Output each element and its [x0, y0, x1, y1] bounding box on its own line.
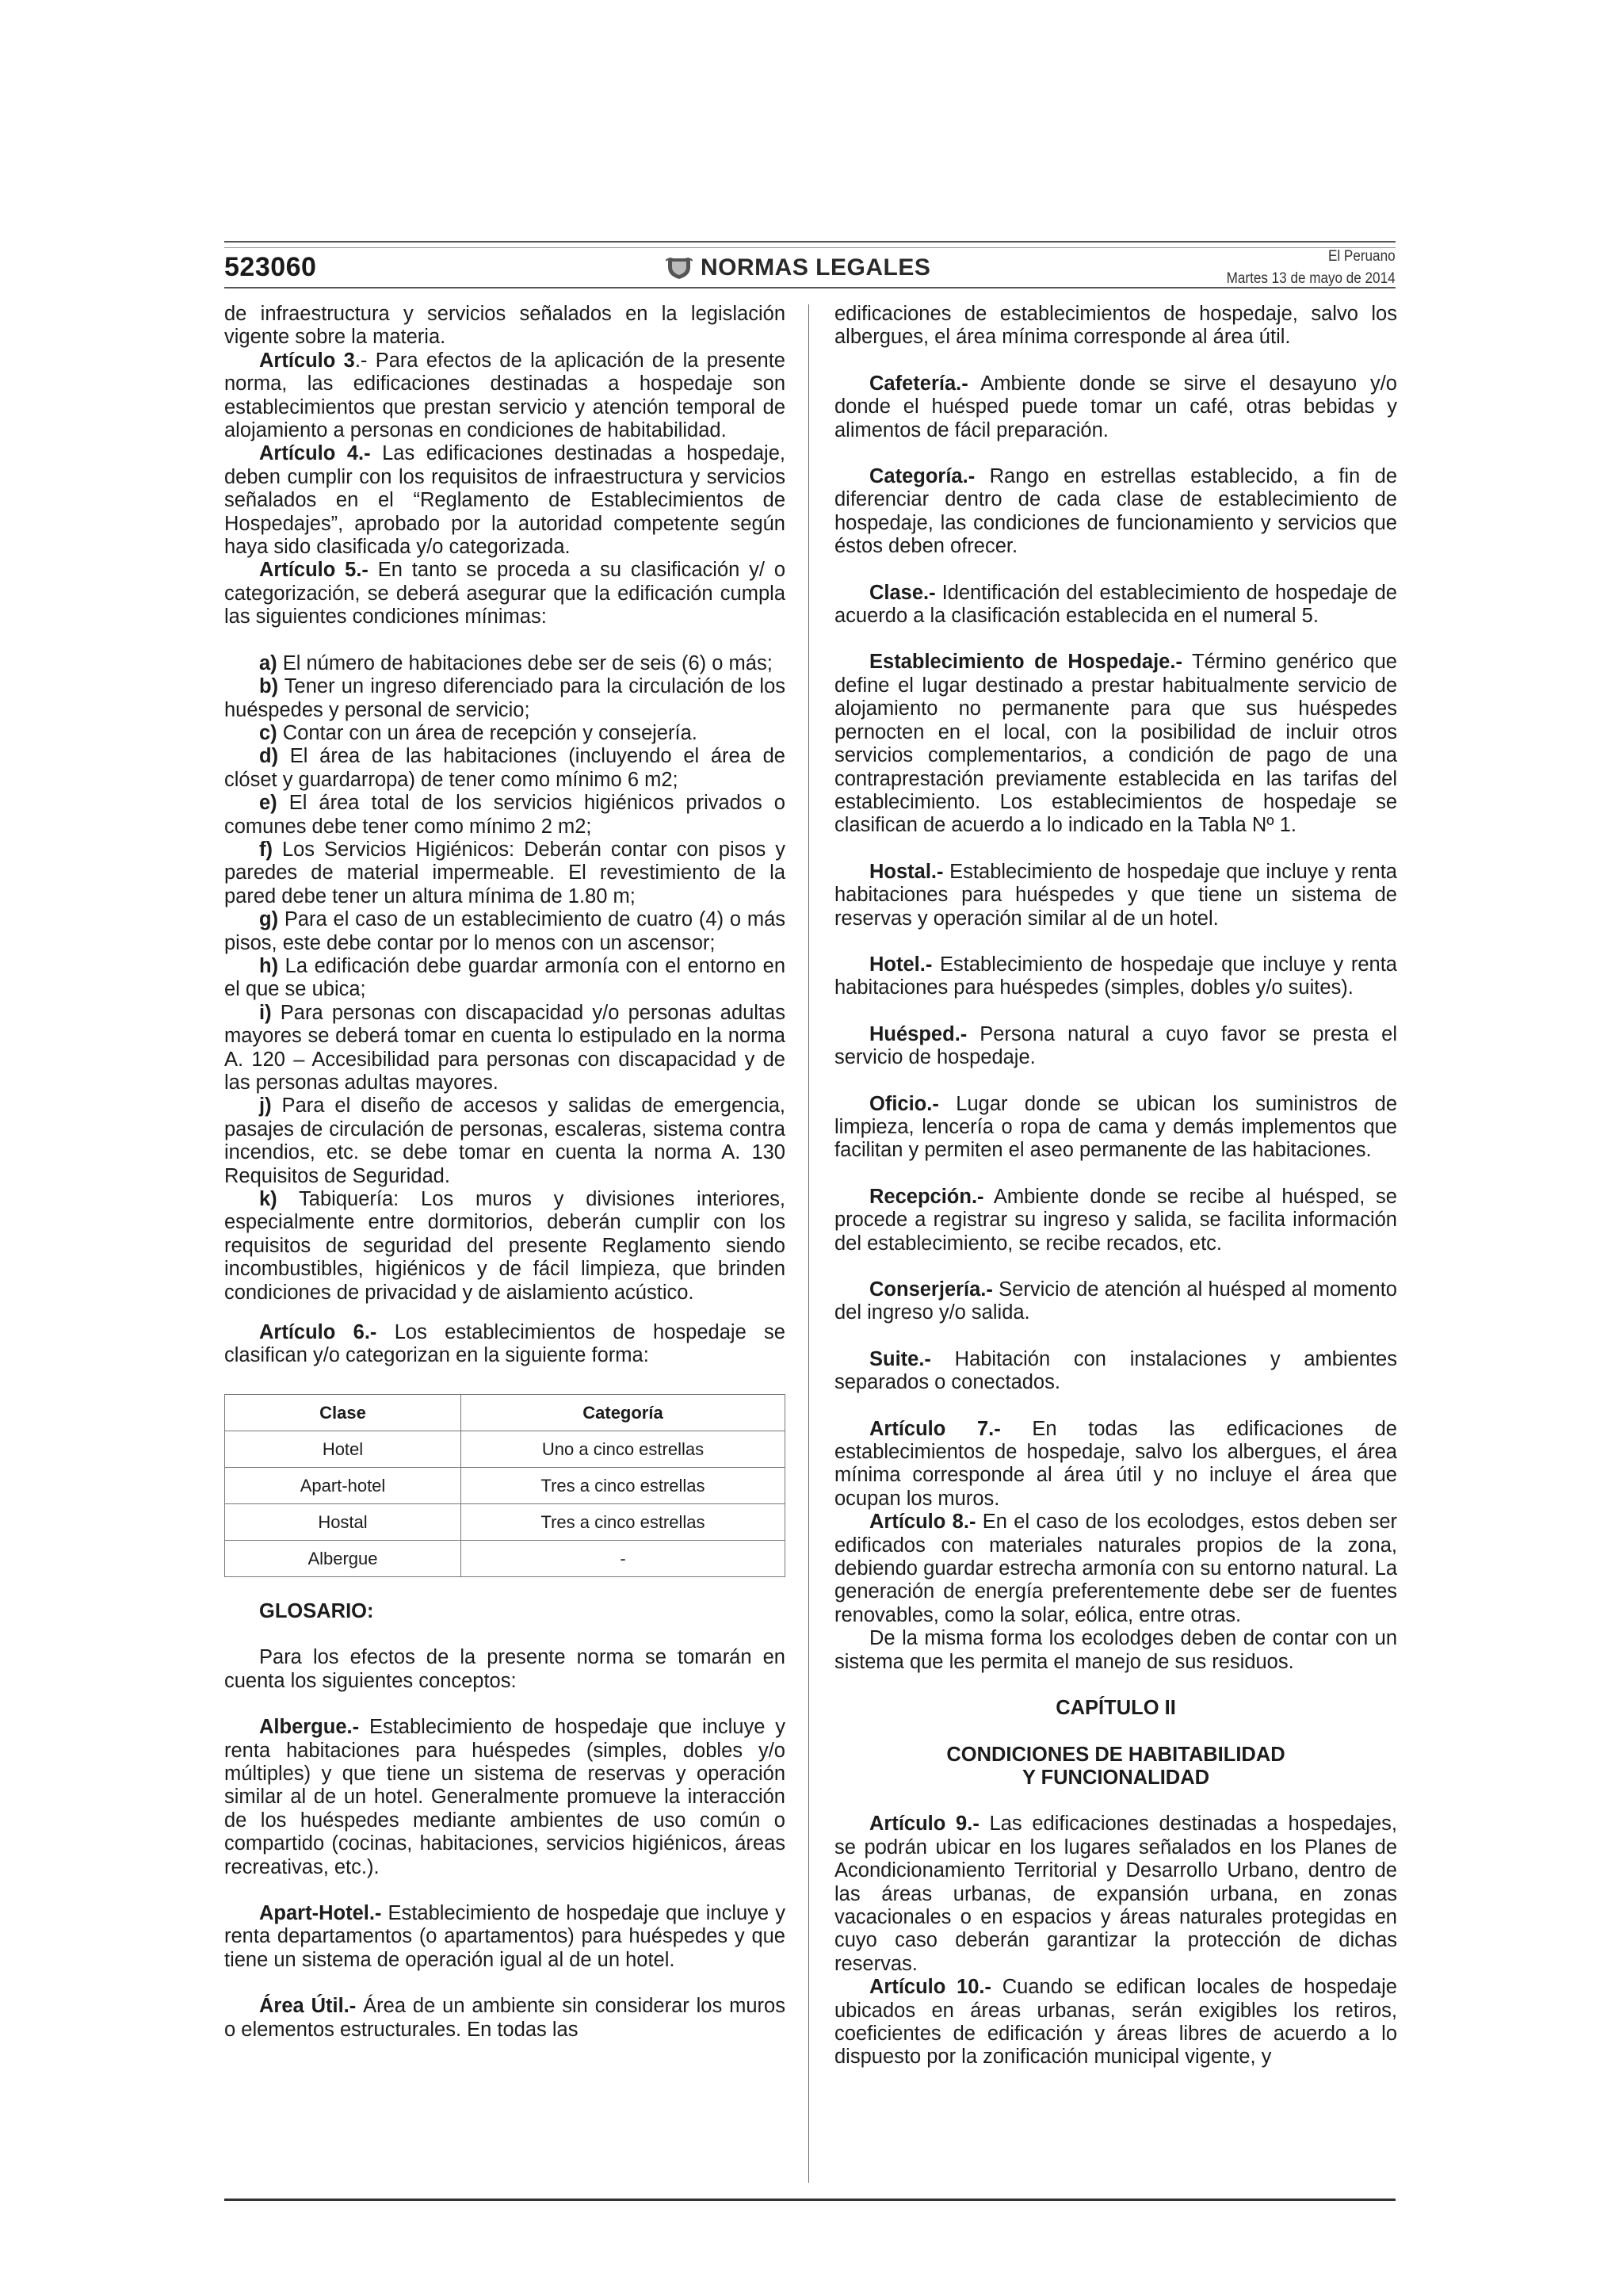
header-top-rule	[224, 241, 1396, 243]
list-item: d) El área de las habitaciones (incluyendo el área de clóset y guardarropa) de tener como mínimo 6 m2;	[224, 745, 785, 791]
list-item: a) El número de habitaciones debe ser de seis (6) o más;	[259, 651, 773, 674]
spacer	[834, 930, 1397, 953]
spacer	[834, 1325, 1397, 1348]
table-header: Categoría	[461, 1394, 785, 1431]
definition-suite: Suite.- Habitación con instalaciones y ambientes separados o conectados.	[834, 1347, 1397, 1394]
spacer	[834, 1163, 1397, 1186]
table-header-row	[225, 1394, 785, 1431]
paragraph: de infraestructura y servicios señalados en la legislación vigente sobre la materia.	[224, 303, 785, 349]
article-3: Artículo 3.- Para efectos de la aplicación de la presente norma, las edificaciones destinadas a hospedaje son establecimientos que prestan servicio y atención temporal de alojamiento a personas en condiciones de habitabilidad.	[224, 349, 785, 442]
column-divider	[808, 304, 809, 2183]
spacer	[834, 1790, 1397, 1813]
list-item: k) Tabiquería: Los muros y divisiones interiores, especialmente entre dormitorios, deberán cumplir con los requisitos de seguridad del presente Reglamento siendo incombustibles, higiénicos y de fácil limpieza, que brinden condiciones de privacidad y de aislamiento acústico.	[224, 1188, 785, 1304]
definition-area-util: Área Útil.- Área de un ambiente sin considerar los muros o elementos estructurales. En todas las	[224, 1995, 785, 2041]
table-cell: Tres a cinco estrellas	[461, 1503, 785, 1540]
footer-rule	[224, 2199, 1396, 2201]
article-9: Artículo 9.- Las edificaciones destinadas a hospedajes, se podrán ubicar en los lugares señalados en los Planes de Acondicionamiento Territorial y Desarrollo Urbano, dentro de las áreas urbanas, de expansión urbana, en zonas vacacionales o en espacios y áreas naturales protegidas en cuyo caso deberán garantizar la protección de dichas reservas.	[834, 1813, 1397, 1975]
definition-conserjeria: Conserjería.- Servicio de atención al huésped al momento del ingreso y/o salida.	[834, 1278, 1397, 1324]
table-cell: Hotel	[225, 1431, 461, 1467]
spacer	[224, 1623, 785, 1646]
table-row	[225, 1540, 785, 1576]
classification-table	[224, 1394, 785, 1577]
table-row	[225, 1467, 785, 1503]
spacer	[224, 1305, 785, 1321]
spacer	[834, 559, 1397, 582]
table-cell: Albergue	[225, 1540, 461, 1576]
list-item: h) La edificación debe guardar armonía con el entorno en el que se ubica;	[224, 954, 785, 1001]
table-cell: Apart-hotel	[225, 1467, 461, 1503]
masthead	[666, 252, 967, 284]
publication-date: Martes 13 de mayo de 2014	[1227, 270, 1396, 287]
list-item: i) Para personas con discapacidad y/o personas adultas mayores se deberá tomar en cuenta lo estipulado en la norma A. 120 – Accesibilidad para personas con discapacidad y de las personas adultas mayores.	[224, 1001, 785, 1094]
spacer	[834, 1721, 1397, 1744]
list-item: b) Tener un ingreso diferenciado para la circulación de los huéspedes y personal de servicio;	[224, 675, 785, 721]
paragraph: edificaciones de establecimientos de hospedaje, salvo los albergues, el área mínima corresponde al área útil.	[834, 303, 1397, 349]
section-title: NORMAS LEGALES	[701, 254, 931, 281]
article-7: Artículo 7.- En todas las edificaciones de establecimientos de hospedaje, salvo los albergues, el área mínima corresponde al área útil y no incluye el área que ocupan los muros.	[834, 1417, 1397, 1510]
list-item: c) Contar con un área de recepción y consejería.	[259, 721, 697, 744]
table-row	[225, 1503, 785, 1540]
spacer	[224, 1972, 785, 1995]
table-cell: -	[461, 1540, 785, 1576]
chapter-title: CAPÍTULO II	[1056, 1697, 1176, 1720]
spacer	[834, 1070, 1397, 1093]
spacer	[834, 1000, 1397, 1023]
table-cell: Tres a cinco estrellas	[461, 1467, 785, 1503]
list-item: g) Para el caso de un establecimiento de cuatro (4) o más pisos, este debe contar por lo menos con un ascensor;	[224, 908, 785, 954]
definition-hostal: Hostal.- Establecimiento de hospedaje que incluye y renta habitaciones para huéspedes y que tiene un sistema de reservas y operación similar al de un hotel.	[834, 860, 1397, 930]
table-cell: Hostal	[225, 1503, 461, 1540]
spacer	[834, 1674, 1397, 1697]
spacer	[834, 628, 1397, 651]
list-item: e) El área total de los servicios higiénicos privados o comunes debe tener como mínimo 2 m2;	[224, 792, 785, 838]
page-number: 523060	[224, 252, 317, 282]
peru-shield-icon	[666, 256, 693, 280]
table-cell: Uno a cinco estrellas	[461, 1431, 785, 1467]
spacer	[224, 1693, 785, 1716]
spacer	[834, 1395, 1397, 1418]
definition-cafeteria: Cafetería.- Ambiente donde se sirve el desayuno y/o donde el huésped puede tomar un café, otras bebidas y alimentos de fácil preparación.	[834, 372, 1397, 441]
article-10: Artículo 10.- Cuando se edifican locales de hospedaje ubicados en áreas urbanas, serán exigibles los retiros, coeficientes de edificación y áreas libres de acuerdo a lo dispuesto por la zonificación municipal vigente, y	[834, 1976, 1397, 2069]
spacer	[834, 442, 1397, 465]
definition-albergue: Albergue.- Establecimiento de hospedaje que incluye y renta habitaciones para huéspedes (simples, dobles y/o múltiples) y que tiene un sistema de reservas y operación similar al de un hotel. Generalmente promueve la interacción de los huéspedes mediante ambientes de uso común o compartido (cocinas, habitaciones, servicios higiénicos, áreas recreativas, etc.).	[224, 1716, 785, 1878]
chapter-subtitle-2: Y FUNCIONALIDAD	[1022, 1766, 1210, 1789]
spacer	[224, 1879, 785, 1902]
header-top-rule-thin	[224, 247, 1396, 248]
list-item: j) Para el diseño de accesos y salidas de emergencia, pasajes de circulación de personas, escaleras, sistema contra incendios, etc. se debe tomar en cuenta la norma A. 130 Requisitos de Seguridad.	[224, 1095, 785, 1187]
spacer	[834, 1255, 1397, 1278]
left-column	[224, 303, 785, 2042]
definition-recepcion: Recepción.- Ambiente donde se recibe al huésped, se procede a registrar su ingreso y salida, se facilita información del establecimiento, se recibe recados, etc.	[834, 1185, 1397, 1255]
definition-categoria: Categoría.- Rango en estrellas establecido, a fin de diferenciar dentro de cada clase de establecimiento de hospedaje, las condiciones de funcionamiento y servicios que éstos deben ofrecer.	[834, 465, 1397, 558]
table-header: Clase	[225, 1394, 461, 1431]
table-row	[225, 1431, 785, 1467]
definition-clase: Clase.- Identificación del establecimiento de hospedaje de acuerdo a la clasificación establecida en el numeral 5.	[834, 581, 1397, 628]
header-bottom-rule	[224, 287, 1396, 288]
spacer	[834, 838, 1397, 861]
article-8-continued: De la misma forma los ecolodges deben de contar con un sistema que les permita el manejo de sus residuos.	[834, 1627, 1397, 1673]
article-5: Artículo 5.- En tanto se proceda a su clasificación y/ o categorización, se deberá asegurar que la edificación cumpla las siguientes condiciones mínimas:	[224, 559, 785, 628]
spacer	[224, 1577, 785, 1600]
list-item: f) Los Servicios Higiénicos: Deberán contar con pisos y paredes de material impermeable. El revestimiento de la pared debe tener un altura mínima de 1.80 m;	[224, 838, 785, 907]
spacer	[224, 629, 785, 652]
definition-apart-hotel: Apart-Hotel.- Establecimiento de hospedaje que incluye y renta departamentos (o apartamentos) para huéspedes y que tiene un sistema de operación igual al de un hotel.	[224, 1901, 785, 1971]
publisher-name: El Peruano	[1328, 248, 1396, 265]
article-4: Artículo 4.- Las edificaciones destinadas a hospedaje, deben cumplir con los requisitos de infraestructura y servicios señalados en el “Reglamento de Establecimientos de Hospedajes”, aprobado por la autoridad competente según haya sido clasificada y/o categorizada.	[224, 442, 785, 559]
spacer	[224, 1368, 785, 1391]
glossary-heading: GLOSARIO:	[259, 1599, 374, 1622]
definition-huesped: Huésped.- Persona natural a cuyo favor se presta el servicio de hospedaje.	[834, 1022, 1397, 1069]
spacer	[834, 350, 1397, 372]
header-meta	[1227, 246, 1396, 290]
glossary-intro: Para los efectos de la presente norma se tomarán en cuenta los siguientes conceptos:	[224, 1646, 785, 1692]
right-column	[834, 303, 1397, 2069]
definition-establecimiento: Establecimiento de Hospedaje.- Término genérico que define el lugar destinado a prestar habitualmente servicio de alojamiento no permanente para que sus huéspedes pernocten en el local, con la posibilidad de incluir otros servicios complementarios, a condición de pago de una contraprestación previamente establecida en las tarifas del establecimiento. Los establecimientos de hospedaje se clasifican de acuerdo a lo indicado en la Tabla Nº 1.	[834, 651, 1397, 837]
chapter-subtitle-1: CONDICIONES DE HABITABILIDAD	[946, 1743, 1285, 1766]
article-6: Artículo 6.- Los establecimientos de hospedaje se clasifican y/o categorizan en la siguiente forma:	[224, 1321, 785, 1367]
article-8: Artículo 8.- En el caso de los ecolodges, estos deben ser edificados con materiales naturales propios de la zona, debiendo guardar estrecha armonía con su entorno natural. La generación de energía preferentemente debe ser de fuentes renovables, como la solar, eólica, entre otras.	[834, 1511, 1397, 1626]
definition-hotel: Hotel.- Establecimiento de hospedaje que incluye y renta habitaciones para huéspedes (simples, dobles y/o suites).	[834, 953, 1397, 999]
definition-oficio: Oficio.- Lugar donde se ubican los suministros de limpieza, lencería o ropa de cama y demás implementos que facilitan y permiten el aseo permanente de las habitaciones.	[834, 1092, 1397, 1162]
